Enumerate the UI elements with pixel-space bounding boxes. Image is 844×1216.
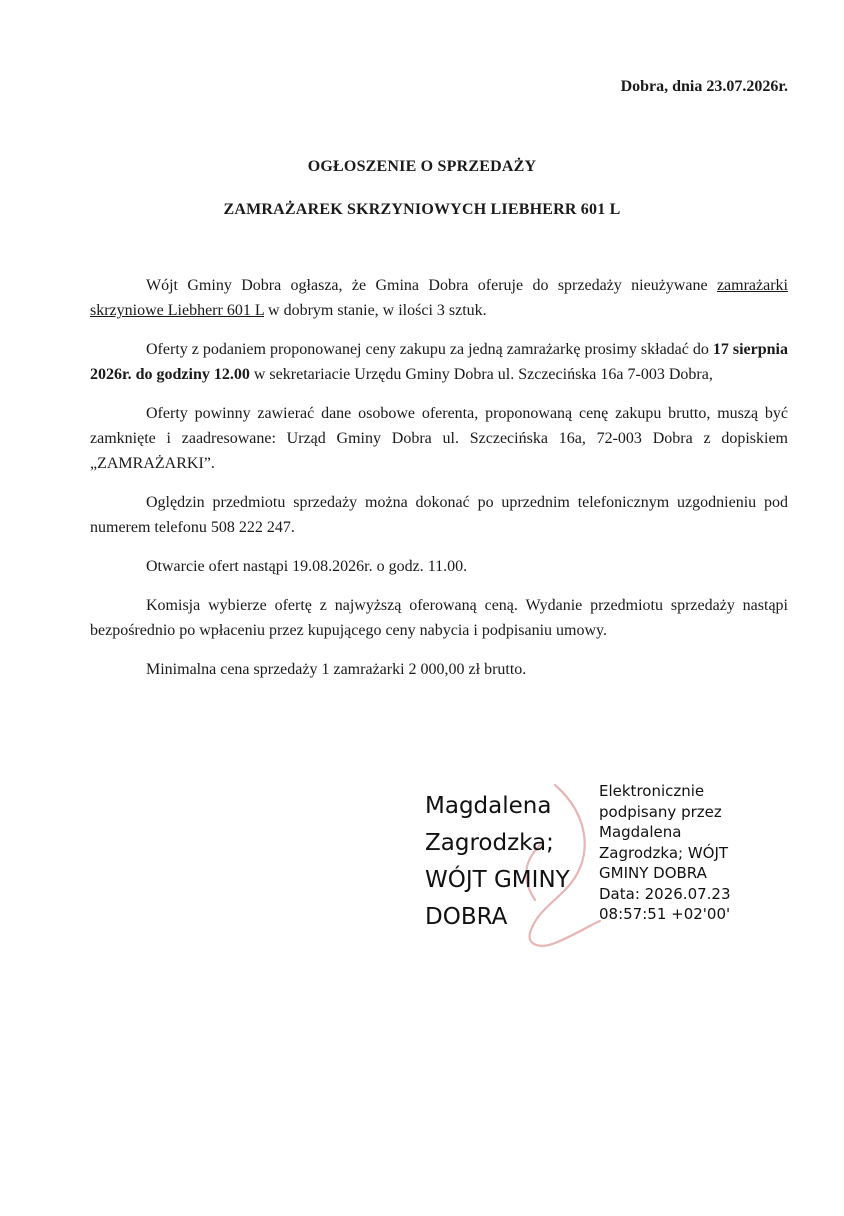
signature-name-line: Magdalena bbox=[425, 793, 552, 819]
paragraph-minimum-price: Minimalna cena sprzedaży 1 zamrażarki 2 000,00 zł brutto. bbox=[146, 661, 527, 678]
paragraph-inspection: Oględzin przedmiotu sprzedaży można dokonać po uprzednim telefonicznym uzgodnieniu pod numerem telefonu 508 222 247. bbox=[90, 494, 788, 536]
paragraph-submission-text-end: w sekretariacie Urzędu Gminy Dobra ul. Szczecińska 16a 7-003 Dobra, bbox=[249, 366, 713, 383]
paragraph-offer-text-end: w dobrym stanie, w ilości 3 sztuk. bbox=[264, 302, 487, 319]
paragraph-commission: Komisja wybierze ofertę z najwyższą oferowaną ceną. Wydanie przedmiotu sprzedaży nastąpi bezpośrednio po wpłaceniu przez kupującego ceny nabycia i podpisaniu umowy. bbox=[90, 597, 788, 639]
document-date: Dobra, dnia 23.07.2026r. bbox=[620, 78, 788, 95]
signature-name-line: Zagrodzka; bbox=[425, 830, 554, 856]
signature-details bbox=[599, 781, 731, 925]
signature-info-line: 08:57:51 +02'00' bbox=[599, 905, 731, 923]
paragraph-offer-item-underlined: zamrażarki skrzyniowe Liebherr 601 L bbox=[90, 277, 788, 319]
document-title-line-2: ZAMRAŻAREK SKRZYNIOWYCH LIEBHERR 601 L bbox=[223, 201, 621, 218]
signature-info-line: GMINY DOBRA bbox=[599, 864, 707, 882]
paragraph-submission bbox=[90, 337, 788, 387]
paragraph-submission-text-start: Oferty z podaniem proponowanej ceny zakupu za jedną zamrażarkę prosimy składać do bbox=[146, 341, 713, 358]
signature-name-line: WÓJT GMINY bbox=[425, 867, 570, 893]
signature-info-line: podpisany przez bbox=[599, 802, 722, 821]
signature-info-line: Elektronicznie bbox=[599, 782, 705, 800]
document-body bbox=[90, 273, 788, 696]
document-title-line-1: OGŁOSZENIE O SPRZEDAŻY bbox=[307, 158, 537, 175]
signature-name-line: DOBRA bbox=[425, 904, 508, 930]
paragraph-requirements: Oferty powinny zawierać dane osobowe oferenta, proponowaną cenę zakupu brutto, muszą być zamknięte i zaadresowane: Urząd Gminy Dobra ul. Szczecińska 16a, 72-003 Dobra z dopiskiem „ZAMRAŻARKI”. bbox=[90, 405, 788, 472]
signature-signer-name bbox=[425, 788, 570, 936]
signature-info-line: Magdalena bbox=[599, 823, 682, 841]
signature-info-line: Data: 2026.07.23 bbox=[599, 884, 731, 903]
signature-info-line: Zagrodzka; WÓJT bbox=[599, 843, 729, 862]
paragraph-offer bbox=[90, 273, 788, 323]
paragraph-offer-text-start: Wójt Gminy Dobra ogłasza, że Gmina Dobra oferuje do sprzedaży nieużywane bbox=[146, 277, 717, 294]
paragraph-opening: Otwarcie ofert nastąpi 19.08.2026r. o godz. 11.00. bbox=[146, 558, 468, 575]
paragraph-submission-deadline: 17 sierpnia 2026r. do godziny 12.00 bbox=[90, 341, 788, 383]
